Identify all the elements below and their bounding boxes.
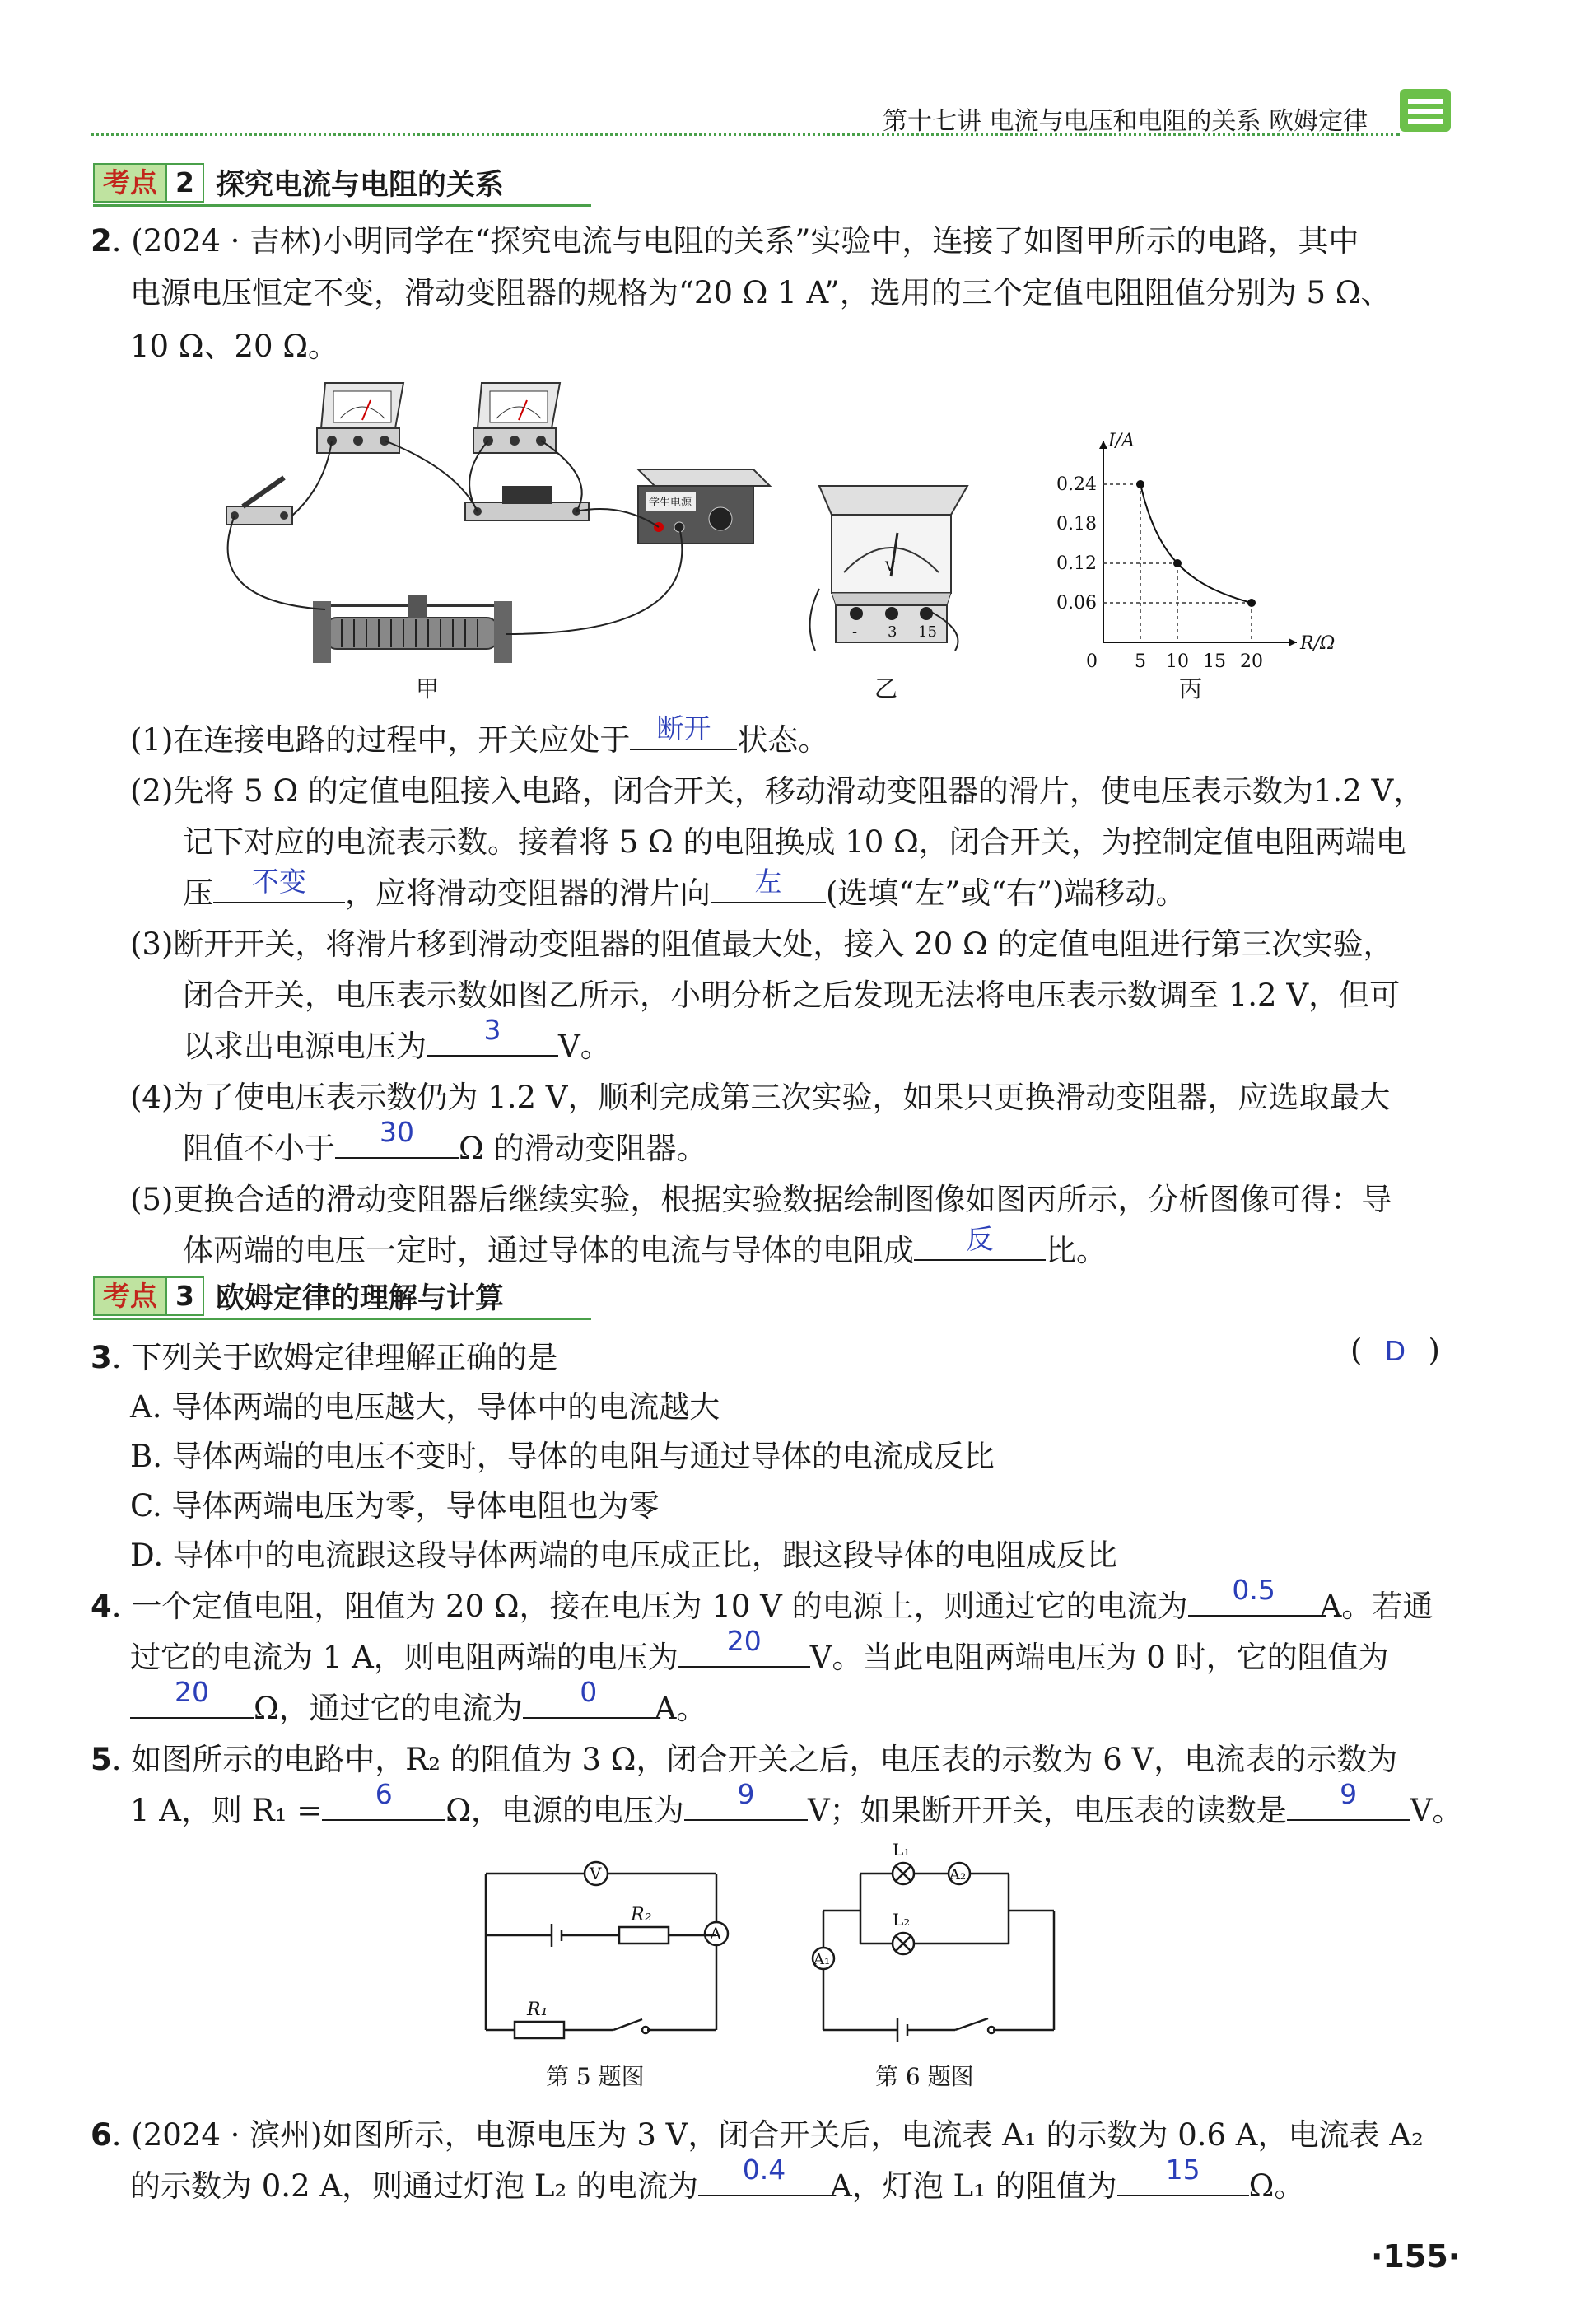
q2-sub4-answer: 30 [380,1116,414,1148]
q2-sub3-line1: (3)断开开关，将滑片移到滑动变阻器的阻值最大处，接入 20 Ω 的定值电阻进行第三次实验， [130,926,1394,962]
q2-sub2-line1: (2)先将 5 Ω 的定值电阻接入电路，闭合开关，移动滑动变阻器的滑片，使电压表示数为1.2 V， [130,773,1424,809]
q6-answer2: 15 [1165,2154,1200,2186]
figure-q5-caption: 第 5 题图 [546,2063,645,2090]
q6-l1-label: L₁ [893,1840,911,1860]
meter-minus: - [852,623,858,641]
q2-sub2-answer2: 左 [754,866,782,898]
figure-q6-caption: 第 6 题图 [875,2063,974,2090]
x-tick-label: 10 [1166,651,1189,672]
y-tick-label: 0.24 [1056,474,1097,495]
rheostat-icon [313,595,512,663]
x-axis-label: R/Ω [1300,633,1336,654]
q2-stem-line2: 电源电压恒定不变，滑动变阻器的规格为“20 Ω 1 A”，选用的三个定值电阻阻值分别为 5 Ω、 [130,275,1392,310]
voltmeter-unit: V [885,558,895,574]
section-heading-2 [93,161,504,204]
section-heading-3 [93,1275,504,1318]
x-tick-label: 20 [1240,651,1263,672]
q2-sub4-line2: 阻值不小于 30 Ω 的滑动变阻器。 [183,1116,707,1166]
q3-answer: D [1384,1335,1406,1367]
x-tick-label: 5 [1135,651,1146,672]
q4-answer1: 0.5 [1232,1574,1275,1606]
q5-ammeter-label: A [710,1924,722,1944]
q3-option-a: A. 导体两端的电压越大，导体中的电流越大 [130,1389,720,1425]
q6-line2: 的示数为 0.2 A，则通过灯泡 L₂ 的电流为 0.4 A，灯泡 L₁ 的阻值为 15 Ω。 [130,2154,1305,2204]
q5-r2-label: R₂ [631,1905,652,1925]
q2-sub4-line1: (4)为了使电压表示数仍为 1.2 V，顺利完成第三次实验，如果只更换滑动变阻器，应选取最大 [130,1080,1391,1115]
q5-answer1: 6 [375,1778,393,1810]
figure-yi-caption: 乙 [874,675,898,702]
section-title: 欧姆定律的理解与计算 [215,1282,504,1315]
x-tick-label: 0 [1086,651,1098,672]
section-tag: 考点 [93,163,167,203]
q6-a2-label: A₂ [949,1866,967,1883]
section-number: 2 [167,163,204,203]
q2-sub3-answer: 3 [483,1014,501,1046]
q4-line2: 过它的电流为 1 A，则电阻两端的电压为 20 V。当此电阻两端电压为 0 时，它的阻值为 [130,1625,1389,1675]
figure-jia-caption: 甲 [416,675,440,702]
q3-option-c: C. 导体两端电压为零，导体电阻也为零 [130,1488,660,1524]
y-tick-label: 0.18 [1056,514,1097,534]
q6-line1: 6. (2024 · 滨州)如图所示，电源电压为 3 V，闭合开关后，电流表 A₁ 的示数为 0.6 A，电流表 A₂ [91,2117,1424,2153]
header-chapter: 第十七讲 电流与电压和电阻的关系 欧姆定律 [883,107,1368,136]
q2-sub1: (1)在连接电路的过程中，开关应处于 断开 状态。 [130,715,828,759]
y-tick-label: 0.06 [1056,593,1097,614]
q5-answer3: 9 [1340,1778,1358,1810]
q2-sub3-line2: 闭合开关，电压表示数如图乙所示，小明分析之后发现无法将电压表示数调至 1.2 V，但可 [183,978,1401,1013]
q2-sub2-answer1: 不变 [252,866,306,898]
figure-bing [1046,431,1375,675]
q6-l2-label: L₂ [893,1910,911,1930]
figure-q6-circuit [790,1832,1070,2055]
section-number: 3 [167,1276,204,1316]
q2-sub1-answer: 断开 [656,712,711,744]
data-point [1136,480,1144,488]
q2-sub5-line1: (5)更换合适的滑动变阻器后继续实验，根据实验数据绘制图像如图丙所示，分析图像可得：导 [130,1182,1392,1217]
resistor-board-icon [465,486,589,520]
header-logo-icon [1400,89,1451,132]
q5-line2: 1 A，则 R₁ = 6 Ω，电源的电压为 9 V；如果断开开关，电压表的读数是 9 V。 [130,1778,1463,1828]
figure-q5-circuit [469,1845,749,2051]
data-point [1247,599,1256,607]
q6-answer1: 0.4 [742,2154,786,2186]
q5-line1: 5. 如图所示的电路中，R₂ 的阻值为 3 Ω，闭合开关之后，电压表的示数为 6 V，电流表的示数为 [91,1742,1398,1777]
q5-answer2: 9 [737,1778,755,1810]
q3-option-b: B. 导体两端的电压不变时，导体的电阻与通过导体的电流成反比 [130,1439,995,1474]
section-tag: 考点 [93,1276,167,1316]
switch-icon [226,478,292,525]
header-rule [91,133,1400,136]
q4-line1: 4. 一个定值电阻，阻值为 20 Ω，接在电压为 10 V 的电源上，则通过它的电流为 0.5 A。若通 [91,1574,1433,1624]
q4-answer3: 20 [175,1676,209,1708]
power-supply-icon [638,469,770,544]
q2-sub3-line3: 以求出电源电压为 3 V。 [183,1014,611,1064]
q2-stem-line1: 2. (2024 · 吉林)小明同学在“探究电流与电阻的关系”实验中，连接了如图甲所示的电路，其中 [91,223,1359,259]
q6-a1-label: A₁ [813,1951,831,1968]
data-point [1173,559,1182,567]
section-underline [93,1318,591,1320]
q3-option-d: D. 导体中的电流跟这段导体两端的电压成正比，跟这段导体的电阻成反比 [130,1538,1117,1573]
q4-answer4: 0 [580,1676,598,1708]
x-tick-label: 15 [1203,651,1226,672]
q2-stem-line3: 10 Ω、20 Ω。 [130,329,339,364]
q3-answer-bracket: ( D ) [1350,1332,1440,1368]
y-axis-label: I/A [1108,431,1135,451]
y-tick-label: 0.12 [1056,553,1097,574]
meter-15: 15 [918,623,937,641]
figure-yi [803,465,984,655]
section-underline [93,204,591,207]
q3-stem: 3. 下列关于欧姆定律理解正确的是 [91,1340,558,1375]
q5-r1-label: R₁ [527,2000,548,2020]
q2-sub5-line2: 体两端的电压一定时，通过导体的电流与导体的电阻成 反 比。 [183,1225,1107,1270]
voltmeter-yi-icon [819,486,967,642]
q2-sub2-line2: 记下对应的电流表示数。接着将 5 Ω 的电阻换成 10 Ω，闭合开关，为控制定值电阻两端电 [183,824,1406,860]
power-supply-label: 学生电源 [649,497,692,509]
meter-3: 3 [888,623,897,641]
y-axis-arrow [1099,441,1107,449]
inverse-curve [1140,484,1252,603]
figure-bing-caption: 丙 [1179,675,1203,702]
q2-sub2-line3: 压 不变 ，应将滑动变阻器的滑片向 左 (选填“左”或“右”)端移动。 [183,868,1186,912]
page-number: ·155· [1371,2238,1461,2275]
q2-sub5-answer: 反 [966,1223,994,1255]
section-title: 探究电流与电阻的关系 [215,169,504,202]
q4-line3: 20 Ω，通过它的电流为 0 A。 [130,1683,706,1728]
q5-voltmeter-label: V [590,1864,602,1883]
x-axis-arrow [1289,638,1297,646]
figure-jia [210,362,770,684]
q4-answer2: 20 [726,1625,762,1657]
